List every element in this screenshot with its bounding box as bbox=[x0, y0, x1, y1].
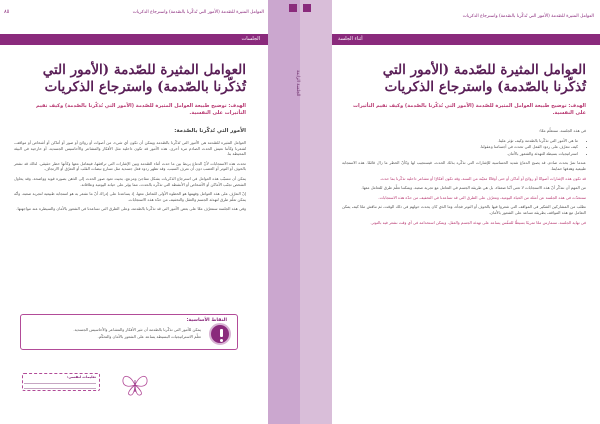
key-points-box bbox=[20, 314, 238, 350]
paragraph: من المهم أن نتذكّر أنّ هذه الاستجابات لا تعني أنّنا ضعفاء، بل هي طريقة الجسم في التعامل مع تجربة صعبة، ويمكننا تعلّم طرق للتعامل معها. bbox=[361, 185, 586, 191]
note-line bbox=[24, 383, 96, 384]
list-item: • استراتيجيات بسيطة للتهدئة والشعور بالأمان. bbox=[342, 151, 578, 157]
left-section-title: الأمور التي تُذكّرنا بالصّدمة: bbox=[174, 128, 246, 134]
left-body-text bbox=[14, 140, 246, 216]
paragraph: العوامل المثيرة للصّدمة هي الأمور التي تُذكّرنا بالصّدمة ويمكن أن تكون أي شيء، من أصوات أو روائح أو صور أو أماكن أو أشخاص أو مواقف، تُشعرنا وكأننا نعيش الحدث الصادم مرة أخرى. هذه الأمور قد تكون داخلية مثل الأفكار والمشاعر والأحاسيس الجسدية، أو خارجية في البيئة المحيطة بنا. bbox=[14, 140, 246, 157]
right-page-subtitle: الهدف: توضيح طبيعة العوامل المثيرة للصّدمة (الأمور التي تُذكّرنا بالصّدمة) وكيف تقيم التأثيرات على النفسية. bbox=[352, 103, 586, 116]
paragraph: تحدث هذه الاستجابات لأنّ الدماغ يربط بين ما حدث أثناء الصّدمة وبين الإشارات التي ترافقها، فيتعامل معها وكأنها خطر حقيقي. لذلك قد نشعر بالخوف أو التوتر أو الغضب دون أن نعرف السبب، وقد تظهر ردود فعل جسدية مثل تسارع نبضات القلب أو التعرّق أو الارتجاف. bbox=[14, 160, 246, 172]
list-item: • ما هي الأمور التي تذكّرنا بالصّدمة وكيف تؤثر علينا. bbox=[342, 138, 578, 144]
intro-text: في هذه الجلسة، سنتعلّم معًا: bbox=[539, 128, 586, 133]
key-point-item: تعلّم الاستراتيجيات البسيطة يساعد على الشعور بالأمان والتحكّم. bbox=[97, 334, 201, 339]
paragraph: نطلب من المشاركين التفكير في المواقف التي شعروا فيها بالخوف أو التوتر فجأة، وما الذي كان يحدث حولهم في ذلك الوقت، ثم نناقش معًا كيف يمكن التعامل مع هذه المواقف بطريقة تساعد على الشعور بالأمان. bbox=[342, 204, 586, 215]
right-header-title: العوامل المثيرة للصّدمة (الأمور التي تُذكّرنا بالصّدمة) واسترجاع الذكريات bbox=[462, 14, 594, 19]
objectives-list bbox=[342, 138, 578, 157]
left-section-band bbox=[0, 34, 268, 45]
right-body-text bbox=[342, 128, 586, 229]
highlighted-paragraph: قد تكون هذه الإشارات أصواتًا أو روائح أو أماكن أو حتى أوقاتًا معيّنة من السنة، وقد تكون أفكارًا أو مشاعر داخلية تذكّرنا بما حدث. bbox=[379, 175, 586, 181]
notes-box bbox=[22, 373, 100, 391]
right-page-title: العوامل المثيرة للصّدمة (الأمور التي تُذكّرنا بالصّدمة) واسترجاع الذكريات bbox=[382, 62, 586, 95]
list-item: • كيف نتعرّف على ردود الفعل التي تحدث في أجسامنا وعقولنا. bbox=[342, 144, 578, 150]
paragraph: وفي هذه الجلسة سنتعرّف معًا على بعض الأمور التي قد تذكّرنا بالصّدمة، وعلى الطرق التي تساعدنا في الشعور بالأمان والسيطرة عند مواجهتها. bbox=[16, 206, 246, 212]
left-page bbox=[0, 0, 268, 424]
left-page-subtitle: الهدف: توضيح طبيعة العوامل المثيرة للصّدمة (الأمور التي تُذكّرنا بالصّدمة) وكيف تقيم التأثيرات على النفسية. bbox=[35, 103, 246, 116]
left-header-title: العوامل المثيرة للصّدمة (الأمور التي تُذكّرنا بالصّدمة) واسترجاع الذكريات bbox=[132, 10, 264, 15]
right-page bbox=[332, 0, 600, 424]
spine-label: الجلسة الرابعة bbox=[295, 70, 300, 97]
page-tab-marker bbox=[289, 4, 297, 12]
paragraph: عندما نمرّ بحدث صادم، قد يصبح الدماغ شديد الحساسية للإشارات التي تذكّره بذلك الحدث، فيستجيب لها وكأنّ الخطر ما زال قائمًا. هذه الاستجابة طبيعية وهدفها حمايتنا. bbox=[342, 160, 586, 171]
exclamation-icon bbox=[209, 323, 231, 345]
highlighted-paragraph: في نهاية الجلسة، سنمارس معًا تمرينًا بسيطًا للتنفّس يساعد على تهدئة الجسم والعقل، ويمكن استخدامه في أي وقت نشعر فيه بالتوتر. bbox=[370, 219, 586, 225]
left-page-title: العوامل المثيرة للصّدمة (الأمور التي تُذكّرنا بالصّدمة) واسترجاع الذكريات bbox=[42, 62, 246, 95]
notes-title: تعليمات لنفسي: bbox=[66, 375, 96, 379]
key-point-item: يمكن للأمور التي تذكّرنا بالصّدمة أن تثير الأفكار والمشاعر والأحاسيس الجسدية. bbox=[73, 327, 201, 332]
right-band-label: أثناء الجلسة bbox=[338, 36, 363, 42]
left-page-number: ٨٥ bbox=[4, 9, 10, 15]
note-line bbox=[24, 388, 96, 389]
butterfly-icon bbox=[120, 372, 150, 398]
key-points-title: النقاط الأساسية: bbox=[186, 318, 227, 323]
highlighted-paragraph: سنتحدّث في هذه الجلسة عن أمثلة من الحياة اليومية، ونتعرّف على الطرق التي قد تساعدنا في التخفيف من حدّة هذه الاستجابات. bbox=[378, 194, 586, 200]
left-band-label: الجلسات bbox=[241, 36, 260, 42]
right-section-band bbox=[332, 34, 600, 45]
page-tab-marker bbox=[303, 4, 311, 12]
right-running-header bbox=[332, 6, 600, 20]
paragraph: إنّ التعرّف على هذه العوامل وفهمها هو الخطوة الأولى للتعامل معها، إذ يساعدنا على إدراك أنّ ما نشعر به هو استجابة طبيعية لتجربة صعبة، وأنّه يمكن تعلّم طرق لتهدئة الجسم والعقل والتخفيف من حدّة هذه الاستجابات. bbox=[14, 191, 246, 202]
paragraph: يمكن أن تتسبّب هذه العوامل في استرجاع الذكريات بشكل مفاجئ ومزعج، بحيث تعود صور الحدث إلى الذهن بصورة قوية وواضحة. وقد يحاول الشخص تجنّب الأماكن أو الأشخاص أو الأنشطة التي تذكّره بالحدث، مما يؤثر على حياته اليومية وعلاقاته. bbox=[14, 175, 246, 187]
left-running-header bbox=[0, 6, 268, 18]
spine-shade bbox=[268, 0, 300, 424]
